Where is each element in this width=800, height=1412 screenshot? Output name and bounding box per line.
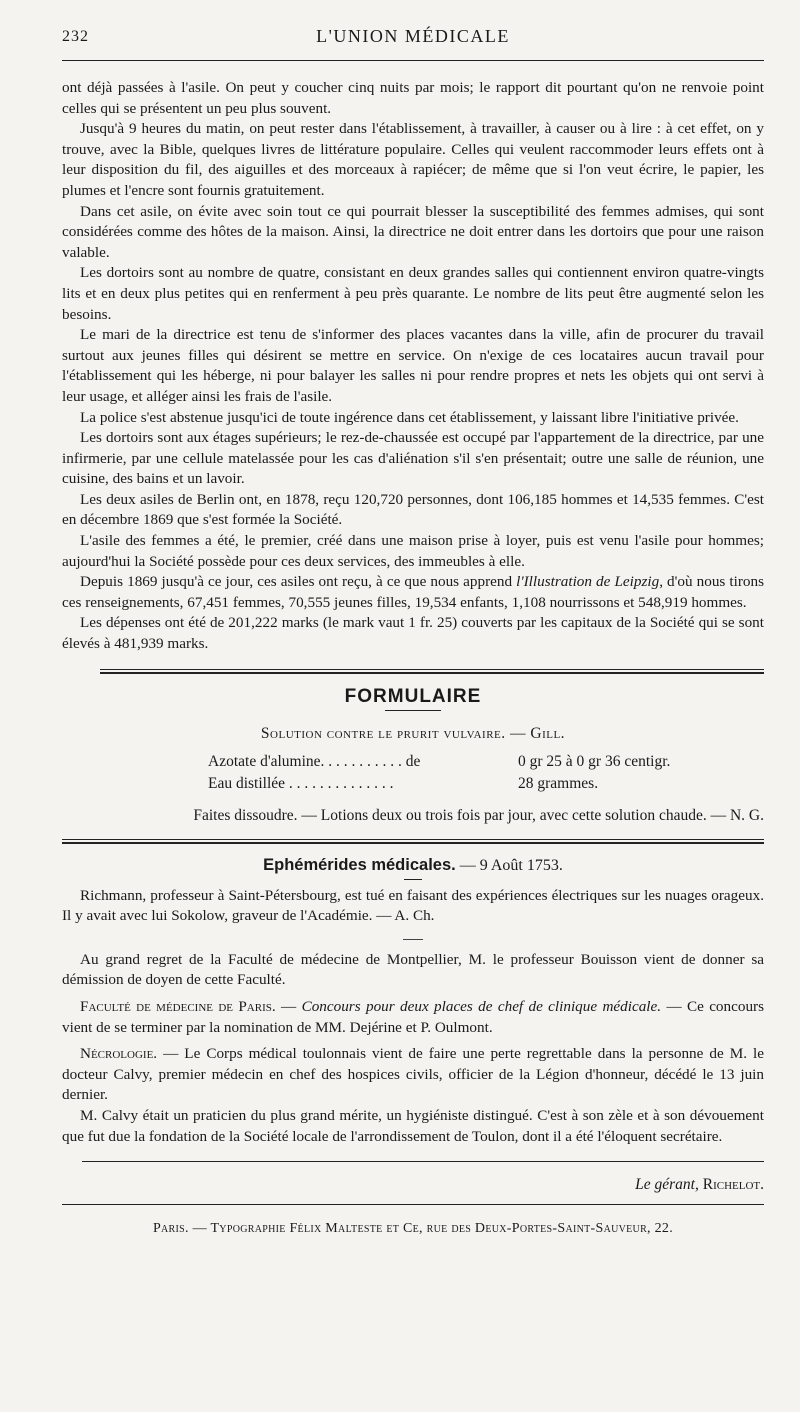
news-faculte: Faculté de médecine de Paris. — Concours pour deux places de chef de clinique médicale. — Ce concours vient de se terminer par la nomination de MM. Dejérine et P. Oulmont. [62,998,765,1036]
gerant-label: Le gérant, [635,1176,699,1194]
leipzig-text-pre: Depuis 1869 jusqu'à ce jour, ces asiles ont reçu, à ce que nous apprend [80,573,517,591]
gerant-line [62,1176,764,1194]
leipzig-text-post: , d'où nous tirons ces renseignements, 67,451 femmes, 70,555 jeunes filles, 19,534 enfants, 1,108 nourrissons et 548,919 hommes. [62,573,765,611]
section-separator [100,669,764,674]
ingredient-row [208,773,764,795]
article-paragraph: Les dortoirs sont aux étages supérieurs; le rez-de-chaussée est occupé par l'appartement de la directrice, par une infirmerie, par une cellule matelassée pour les cas d'aliénation s'il s'en présentait; outre une salle de réunion, une cuisine, des bains et un lavoir. [62,429,764,488]
header-rule [62,60,764,61]
ephemerides-title: Ephémérides médicales. [263,855,456,874]
article-paragraph: Les dépenses ont été de 201,222 marks (le mark vaut 1 fr. 25) couverts par les capitaux de la Société qui se sont élevés à 481,939 marks. [62,614,764,653]
news-calvy: M. Calvy était un praticien du plus grand mérite, un hygiéniste distingué. C'est à son zèle et à son dévouement que fut due la fondation de la Société locale de l'arrondissement de Toulon, dont il a été l'éloquent secrétaire. [62,1106,764,1145]
formula-instructions: Faites dissoudre. — Lotions deux ou trois fois par jour, avec cette solution chaude. — N. G. [193,806,764,824]
gerant-name: Richelot. [702,1176,764,1194]
ingredient-name: Azotate d'alumine. . . . . . . . . . . de [208,752,421,770]
short-separator [403,939,423,940]
journal-title: L'UNION MÉDICALE [316,26,510,46]
necrologie-label: Nécrologie. [80,1045,158,1063]
news-montpellier: Au grand regret de la Faculté de médecine de Montpellier, M. le professeur Bouisson vient de donner sa démission de doyen de cette Faculté. [62,950,764,989]
news-necrologie [62,1044,764,1106]
ephemerides-text: Richmann, professeur à Saint-Pétersbourg, est tué en faisant des expériences électriques sur les nuages orageux. Il y avait avec lui Sokolow, graveur de l'Académie. — A. Ch. [62,886,764,925]
article-body [62,78,764,655]
necrologie-text: — Le Corps médical toulonnais vient de faire une perte regrettable dans la personne de M. le docteur Calvy, premier médecin en chef des hospices civils, officier de la Légion d'honneur, décédé le 13 juin dernier. [62,1045,764,1104]
leipzig-source: l'Illustration de Leipzig [516,573,660,591]
article-paragraph: ont déjà passées à l'asile. On peut y coucher cinq nuits par mois; le rapport dit pourtant qu'on ne renvoie point celles qui se présentent un peu plus souvent. [62,79,764,117]
article-paragraph: Dans cet asile, on évite avec soin tout ce qui pourrait blesser la susceptibilité des femmes admises, qui sont considérées comme des hôtes de la maison. Ainsi, la directrice ne doit entrer dans les dortoirs que pour une raison valable. [62,202,764,261]
ingredient-amount: 0 gr 25 à 0 gr 36 centigr. [518,752,671,770]
article-paragraph: Jusqu'à 9 heures du matin, on peut rester dans l'établissement, à travailler, à causer ou à lire : à cet effet, on y trouve, avec la Bible, quelques livres de littérature populaire. Celles qui veulent raccommoder leurs effets ont à leur disposition du fil, des aiguilles et des morceaux à rapiécer; de même que si l'on veut écrire, le papier, les plumes et l'encre sont fournis gratuitement. [62,120,764,199]
ingredient-row [208,751,764,773]
ephemerides-body [62,886,764,927]
article-paragraph-leipzig [62,572,764,613]
ingredient-amount: 28 grammes. [518,774,599,792]
article-paragraph: Le mari de la directrice est tenu de s'informer des places vacantes dans la ville, afin de procurer du travail surtout aux jeunes filles qui désirent se mettre en service. On n'exige de ces locataires aucun travail pour l'établissement qui les héberge, ni pour balayer les salles ni pour rendre propres et nets les objets qui ont servi à leur usage, et alléger ainsi les frais de l'asile. [62,326,764,405]
running-head [62,18,764,52]
printer-imprint: Paris. — Typographie Félix Malteste et Ce, rue des Deux-Portes-Saint-Sauveur, 22. [152,1221,674,1237]
section-separator [62,839,764,844]
faculte-concours: Concours pour deux places de chef de clinique médicale. [301,998,662,1015]
heading-underline [385,710,441,711]
formulaire-heading: FORMULAIRE [344,685,482,707]
article-paragraph: Les dortoirs sont au nombre de quatre, consistant en deux grandes salles qui contiennent environ quatre-vingts lits et en deux plus petites qui en renferment à peu près quarante. Le nombre de lits peut être augmenté selon les besoins. [62,264,764,323]
article-paragraph: La police s'est abstenue jusqu'ici de toute ingérence dans cet établissement, y laissant libre l'initiative privée. [80,408,739,426]
ephemerides-heading [62,856,764,875]
news-section [62,950,764,1147]
footer-rule [62,1204,764,1205]
section-separator [82,1161,764,1162]
page-number: 232 [62,28,89,45]
article-paragraph: Les deux asiles de Berlin ont, en 1878, reçu 120,720 personnes, dont 106,185 hommes et 14,535 femmes. C'est en décembre 1869 que s'est formée la Société. [62,490,764,529]
faculte-text: — Ce concours vient de se terminer par la nomination de MM. Dejérine et P. Oulmont. [62,998,765,1036]
short-rule [404,879,422,880]
faculte-label: Faculté de médecine de Paris. [80,998,276,1015]
article-paragraph: L'asile des femmes a été, le premier, créé dans une maison prise à loyer, puis est venu l'asile pour hommes; aujourd'hui la Société possède pour ces deux services, des immeubles à elle. [62,532,764,570]
formula-title: Solution contre le prurit vulvaire. — Gill. [260,724,566,742]
ephemerides-date: — 9 Août 1753. [459,856,563,874]
ingredient-name: Eau distillée . . . . . . . . . . . . . . [208,774,394,792]
